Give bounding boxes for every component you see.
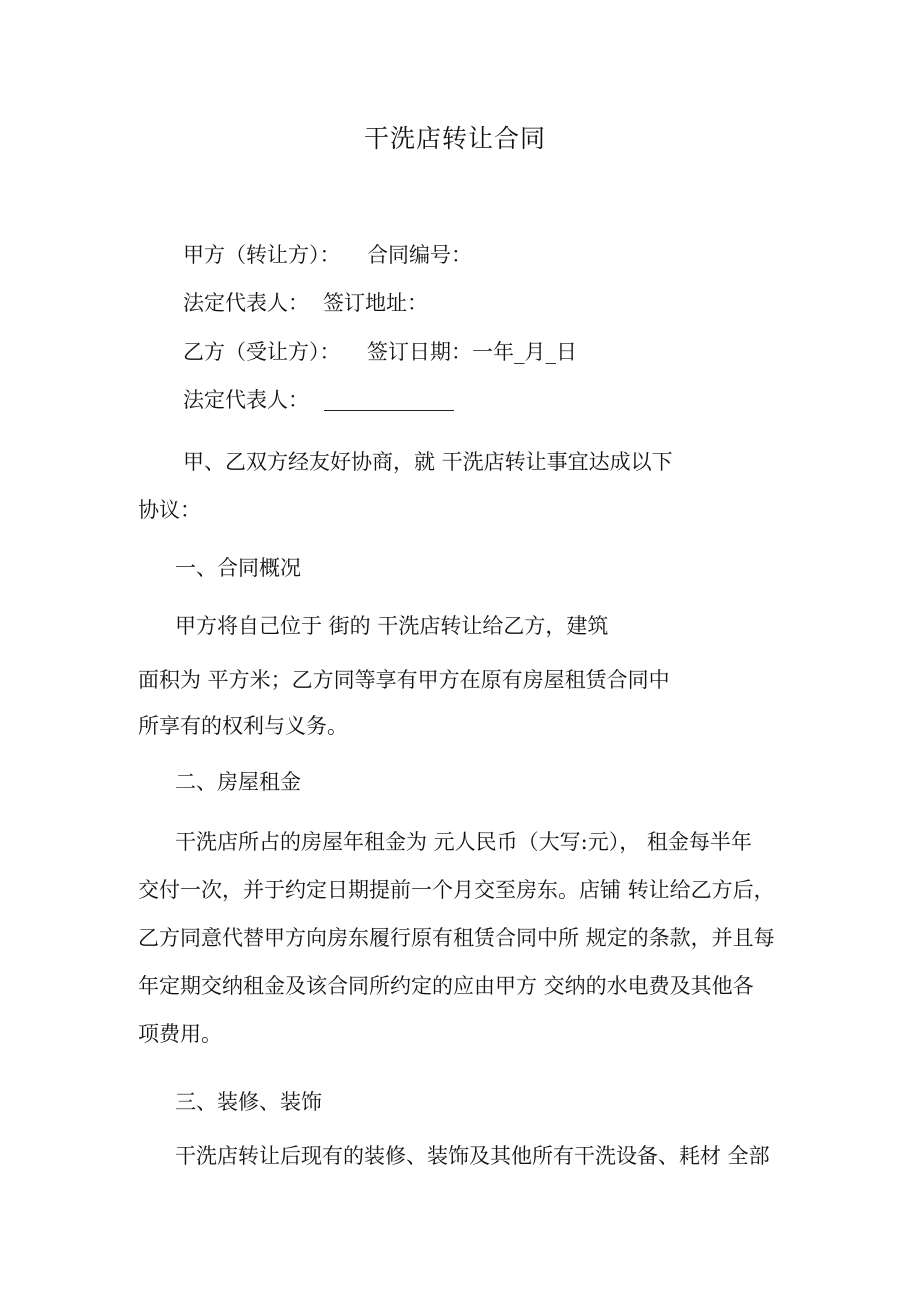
sign-date-label: 签订日期：一年_月_日	[367, 340, 577, 364]
sign-place-label: 签订地址：	[323, 291, 428, 315]
legal-rep-b-line	[183, 390, 454, 411]
section-1-line-2: 面积为 平方米；乙方同等享有甲方在原有房屋租赁合同中	[138, 668, 670, 692]
section-3-line-1: 干洗店转让后现有的装修、装饰及其他所有干洗设备、耗材 全部	[175, 1144, 770, 1168]
section-1-line-3: 所享有的权利与义务。	[138, 714, 348, 738]
section-2-line-2: 交付一次，并于约定日期提前一个月交至房东。店铺 转让给乙方后，	[138, 878, 775, 902]
intro-line-1: 甲、乙双方经友好协商，就 干洗店转让事宜达成以下	[183, 450, 673, 474]
contract-number-label: 合同编号：	[367, 243, 472, 267]
section-2-line-3: 乙方同意代替甲方向房东履行原有租赁合同中所 规定的条款，并且每	[138, 926, 775, 950]
legal-rep-b-label: 法定代表人：	[183, 388, 309, 412]
section-2-line-5: 项费用。	[138, 1022, 222, 1046]
signature-blank	[324, 390, 454, 411]
intro-line-2: 协议：	[138, 498, 201, 522]
section-1-line-1: 甲方将自己位于 街的 干洗店转让给乙方，建筑	[175, 614, 609, 638]
section-2-line-4: 年定期交纳租金及该合同所约定的应由甲方 交纳的水电费及其他各	[138, 974, 754, 998]
section-2-line-1: 干洗店所占的房屋年租金为 元人民币（大写:元）， 租金每半年	[175, 830, 752, 854]
section-2-title: 二、房屋租金	[175, 770, 301, 794]
party-b-label: 乙方（受让方）：	[183, 340, 341, 364]
party-a-label: 甲方（转让方）：	[183, 243, 341, 267]
section-3-title: 三、装修、装饰	[175, 1090, 322, 1114]
legal-rep-a-label: 法定代表人：	[183, 291, 309, 315]
section-1-title: 一、合同概况	[175, 556, 301, 580]
page-title: 干洗店转让合同	[364, 124, 547, 153]
